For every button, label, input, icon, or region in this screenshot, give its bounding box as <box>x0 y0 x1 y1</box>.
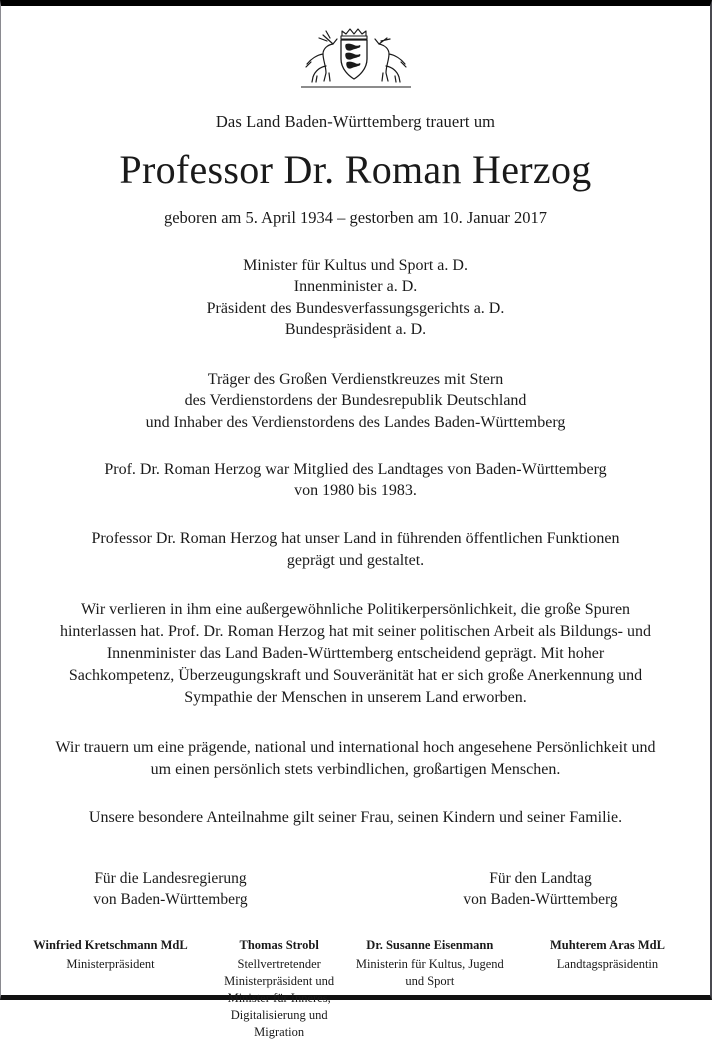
signatory-name: Winfried Kretschmann MdL <box>33 937 188 952</box>
deceased-name: Professor Dr. Roman Herzog <box>119 147 592 192</box>
signatory-kretschmann <box>18 937 204 973</box>
offices-block <box>207 255 505 340</box>
signatory-title: Ministerpräsident <box>66 956 155 971</box>
signatory-title: Landtagspräsidentin <box>556 956 659 971</box>
signature-heading-line: von Baden-Württemberg <box>463 890 618 908</box>
signatory-aras <box>521 937 693 973</box>
signatory-eisenmann <box>355 937 505 990</box>
signatory-name: Dr. Susanne Eisenmann <box>366 937 494 952</box>
honour-line: und Inhaber des Verdienstordens des Landes Baden-Württemberg <box>145 413 566 431</box>
signature-heading-government <box>46 869 296 911</box>
signatory-name: Muhterem Aras MdL <box>549 937 665 952</box>
honours-block <box>146 369 566 433</box>
shaped-statement-block <box>91 528 619 571</box>
shaped-line: geprägt und gestaltet. <box>286 551 425 569</box>
signatory-title: Ministerin für Kultus, Jugend und Sport <box>355 956 504 988</box>
tribute-paragraph: Wir verlieren in ihm eine außergewöhnliche Politikerpersönlichkeit, die große Spuren hinterlassen hat. Prof. Dr. Roman Herzog hat mit seiner politischen Arbeit als Bildungs- und Innenminister das Land Baden-Württemberg entscheidend geprägt. Mit hoher Sachkompetenz, Überzeugungskraft und Souveränität hat er sich große Anerkennung und Sympathie der Menschen in unserem Land erworben. <box>59 600 651 707</box>
signatories-row <box>18 937 694 1041</box>
signatory-title: Stellvertretender Ministerpräsident und Minister für Inneres, Digitalisierung und Migration <box>224 956 335 1039</box>
life-dates: geboren am 5. April 1934 – gestorben am 10. Januar 2017 <box>163 208 548 227</box>
landtag-membership-block <box>104 459 606 502</box>
lead-line: Das Land Baden-Württemberg trauert um <box>215 112 496 131</box>
office-line: Präsident des Bundesverfassungsgerichts a. D. <box>206 299 505 317</box>
honour-line: des Verdienstordens der Bundesrepublik Deutschland <box>184 392 527 410</box>
signature-heading-line: Für den Landtag <box>489 869 592 887</box>
signatory-strobl <box>220 937 338 1041</box>
signature-heading-parliament <box>416 869 666 911</box>
honour-line: Träger des Großen Verdienstkreuzes mit Stern <box>207 371 504 389</box>
mourning-paragraph: Wir trauern um eine prägende, national und international hoch angesehene Persönlichkeit und um einen persönlich stets verbindlichen, großartigen Menschen. <box>55 739 656 779</box>
signature-headings <box>46 869 666 911</box>
office-line: Minister für Kultus und Sport a. D. <box>243 257 468 274</box>
shaped-line: Professor Dr. Roman Herzog hat unser Land in führenden öffentlichen Funktionen <box>91 530 620 548</box>
coat-of-arms <box>291 26 421 92</box>
landtag-line: Prof. Dr. Roman Herzog war Mitglied des Landtages von Baden-Württemberg <box>104 460 607 478</box>
office-line: Innenminister a. D. <box>293 278 418 296</box>
landtag-line: von 1980 bis 1983. <box>294 482 417 500</box>
signature-heading-line: Für die Landesregierung <box>94 869 247 887</box>
signatory-name: Thomas Strobl <box>239 937 319 952</box>
office-line: Bundespräsident a. D. <box>284 320 427 338</box>
signature-heading-line: von Baden-Württemberg <box>93 890 248 908</box>
sympathy-paragraph: Unsere besondere Anteilnahme gilt seiner Frau, seinen Kindern und seiner Familie. <box>88 809 623 827</box>
